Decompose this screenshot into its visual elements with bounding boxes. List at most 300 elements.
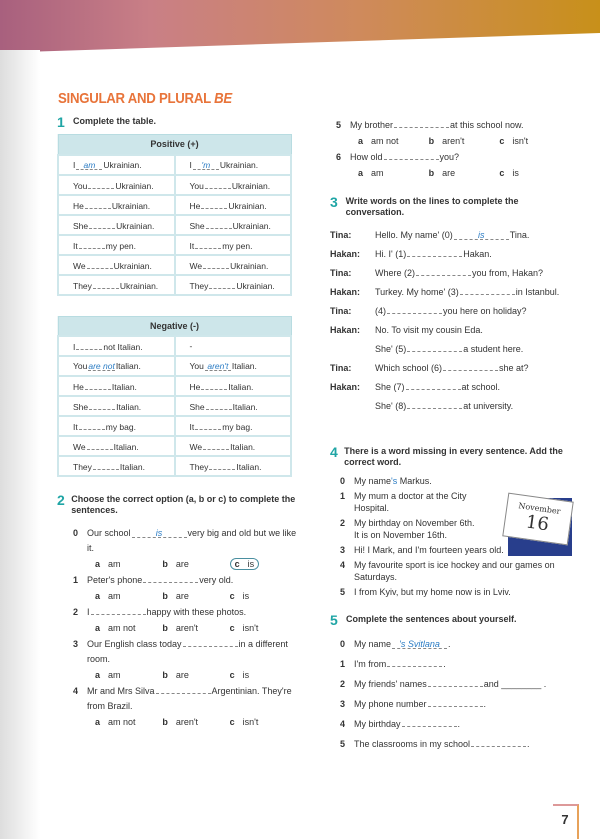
line-text [375,378,500,397]
answer-blank[interactable] [205,179,231,189]
answer-blank[interactable] [183,637,238,647]
option-content [499,168,519,178]
option-a[interactable] [95,714,162,731]
sentence-end: Ukrainian. [115,180,154,191]
answer-blank[interactable] [79,420,105,430]
option-letter: a [95,591,101,601]
option-letter: c [499,136,505,146]
speaker: Hakan: [330,287,361,297]
sentence-end: she at? [499,363,529,373]
answer-blank[interactable] [85,380,111,390]
option-a[interactable] [358,133,429,150]
section-title [58,90,232,107]
option-content [95,591,121,601]
answer-blank[interactable]: aren't [205,361,231,371]
line-text [375,321,483,340]
table-cell [58,376,175,396]
answer-blank[interactable] [387,657,442,667]
option-letter: b [162,717,168,727]
option-text: are [175,670,189,680]
answer-blank[interactable] [195,239,221,249]
option-b[interactable] [429,133,500,150]
option-c[interactable] [230,588,297,605]
sentence-start: Hi! I Mark, and I'm fourteen years old. [354,545,504,555]
options-row [336,165,570,182]
option-content [230,558,260,570]
sentence-start: Peter's phone [87,575,143,585]
sentence-start: She' (5) [375,344,407,354]
line-text [375,226,529,245]
line-text [375,340,523,359]
option-c[interactable] [499,165,570,182]
option-text: am [108,591,121,601]
conversation-line [330,302,570,321]
answer-blank[interactable] [428,677,483,687]
item-number: 1 [340,659,346,669]
exercise-instruction: Complete the sentences about yourself. [346,614,517,624]
sentence-start: No. To visit my cousin Eda. [375,325,483,335]
option-text: am [371,168,384,178]
option-b[interactable] [162,714,229,731]
sentence-text [354,714,460,734]
sentence-text [354,475,432,487]
sentence-text [354,734,530,754]
sentence-end: Italian. [230,442,256,452]
table-row [58,416,291,436]
sentence-end: very old. [199,575,234,585]
sentence-end: Ukrainian. [231,180,271,191]
option-text: is [242,591,250,601]
conversation-line [330,226,570,245]
sentence-text [354,517,480,541]
option-content [429,168,456,178]
answer-blank[interactable] [407,399,462,409]
sentence-text [354,654,446,674]
sentence-start: She [189,220,205,231]
table-cell [175,175,292,195]
answer-blank[interactable] [471,737,526,747]
question-text [87,637,297,667]
line-text [375,359,529,378]
line-text [375,397,513,416]
option-text: are [442,168,456,178]
table-row [58,436,291,456]
sentence-start: It [73,422,78,432]
line-text [375,264,543,283]
option-letter: a [358,168,364,178]
sentence-item [340,634,570,654]
table-row [58,255,291,275]
option-letter: a [95,559,101,569]
table-cell [175,275,292,295]
answer-blank[interactable] [407,247,462,257]
sentence-start: She' (8) [375,401,407,411]
answer-blank[interactable] [89,219,115,229]
title-text: SINGULAR AND PLURAL [58,90,215,107]
answer-blank[interactable] [387,304,442,314]
option-a[interactable] [95,588,162,605]
table-cell [58,195,175,215]
table-cell [58,456,175,476]
answer-blank[interactable] [206,400,232,410]
speaker [330,397,375,416]
sentence-end: Ukrainian. [111,200,151,211]
sentence-end: Ukrainian. [219,159,259,170]
sentence-text [354,544,504,556]
sentence-start: You [189,180,204,191]
speaker: Tina: [330,230,352,240]
answer-blank[interactable] [89,400,115,410]
answer-blank[interactable] [394,118,449,128]
answer-blank[interactable]: is [454,230,509,240]
sentence-start: Mr and Mrs Silva [87,686,155,696]
table-row [58,456,291,476]
speaker: Tina: [330,306,352,316]
question-text [87,573,233,588]
sentence-start: My birthday [354,719,401,729]
sentence-start: Turkey. My home' (3) [375,287,459,297]
table-row [58,235,291,255]
inserted-word: 's [391,476,398,486]
option-content [162,559,189,569]
sentence-start: My phone number [354,699,427,709]
negative-table [57,316,292,478]
sentence-end: you from, Hakan? [472,268,544,278]
sentence-start: They [73,462,92,472]
question-item [336,150,570,165]
speaker: Hakan: [330,249,361,259]
sentence-end: Italian. [228,382,254,392]
answer-blank[interactable] [93,460,119,470]
sentence-start: He [73,382,84,392]
answer-blank[interactable] [209,460,235,470]
option-content [429,136,465,146]
table-row [58,356,291,376]
item-number: 2 [73,607,79,617]
sentence-start: My mum a doctor at the City Hospital. [354,491,467,513]
table-cell [58,396,175,416]
option-content [95,623,136,633]
exercise-instruction: Complete the table. [73,116,157,126]
table-cell [58,215,175,235]
sentence-end: at this school now. [450,120,524,130]
answer-blank[interactable] [88,179,114,189]
options-row [73,620,297,637]
option-content [162,591,189,601]
option-content [162,623,198,633]
sentence-end: Markus. [397,476,432,486]
table-cell [175,456,292,476]
sentence-start: Our English class today [87,639,182,649]
sentence-end: Italian. [232,402,258,412]
item-number: 1 [340,491,346,501]
answer-blank[interactable] [384,150,439,160]
sentence-start: She [73,220,89,231]
sentence-end: Italian. [231,361,257,371]
item-number: 1 [73,575,79,585]
sentence-start: (4) [375,306,386,316]
answer-blank[interactable] [201,380,227,390]
conversation-line [330,378,570,397]
sentence-start: I'm from [354,659,387,669]
option-content [162,717,198,727]
sentence-end: Ukrainian. [232,220,271,231]
exercise-2 [57,494,297,731]
sentence-start: She [189,402,205,412]
option-b[interactable] [162,667,229,684]
sentence-end: you? [439,152,460,162]
option-text: is [512,168,519,178]
sentence-start: I [189,159,192,170]
exercise-number: 5 [330,612,338,628]
speaker [330,340,375,359]
speaker: Tina: [330,268,352,278]
sentence-end: Italian. [115,361,141,371]
sentence-start: Hi. I' (1) [375,249,407,259]
item-number: 3 [340,545,346,555]
answer-blank[interactable] [407,342,462,352]
option-c[interactable] [230,667,297,684]
sentence-start: It [189,422,195,432]
table-row [58,215,291,235]
table-cell [58,356,175,376]
item-number: 6 [336,152,342,162]
option-b[interactable] [162,556,229,573]
sentence-start: He [189,382,201,392]
question-item [73,637,297,667]
sentence-end: Italian. [116,402,142,412]
option-letter: c [229,623,235,633]
sentence-start: It [73,240,78,251]
conversation-line [330,397,570,416]
option-content [230,717,259,727]
question-item [73,573,297,588]
table-cell [175,255,292,275]
positive-table [57,134,292,296]
sentence-start: I [73,342,76,352]
answer-blank[interactable] [76,340,102,350]
option-b[interactable] [429,165,500,182]
sentence-start: My favourite sport is ice hockey and our games on Saturdays. [354,560,555,582]
sentence-start: My birthday on November 6th. It is on November 16th. [354,518,475,540]
item-number: 4 [340,560,346,570]
option-text: am [108,670,121,680]
answer-blank[interactable] [209,279,235,289]
answer-blank[interactable] [93,279,119,289]
option-content [358,168,384,178]
answer-blank[interactable] [143,573,198,583]
option-content [358,136,399,146]
option-a[interactable] [95,667,162,684]
sentence-end: . [527,739,530,749]
calendar-month: November [517,501,562,517]
answer-blank[interactable]: are not [88,361,115,371]
sentence-item [340,694,570,714]
sentence-item [340,475,480,487]
sentence-end: happy with these photos. [146,607,247,617]
option-letter: b [162,591,168,601]
answer-blank[interactable]: 'm [193,160,219,170]
answer-blank[interactable] [85,199,111,209]
sentence-end: in a different room. [87,639,288,664]
option-text: aren't [175,717,199,727]
item-number: 0 [73,528,79,538]
question-text [87,605,246,620]
speaker: Hakan: [330,382,361,392]
sentence-item [340,517,480,541]
sentence-item [340,674,570,694]
answer-blank[interactable] [460,285,515,295]
conversation-line [330,359,570,378]
option-letter: b [428,168,435,178]
sentence-start: It [189,240,195,251]
option-a[interactable] [358,165,429,182]
table-row [58,195,291,215]
sentence-start: I from Kyiv, but my home now is in Lviv. [354,587,511,597]
answer-blank[interactable] [406,380,461,390]
table-cell [175,215,292,235]
exercise-instruction: Write words on the lines to complete the conversation. [345,196,519,217]
sentence-start: You [73,180,88,191]
sentence-end: Italian. [113,442,139,452]
sentence-end: my pen. [105,240,136,251]
answer-blank[interactable] [443,361,498,371]
option-letter: b [162,670,168,680]
table-cell [58,275,175,295]
line-text [375,302,527,321]
answer-blank[interactable] [156,684,211,694]
exercise-number: 4 [330,444,338,460]
answer-blank[interactable] [402,717,457,727]
sentence-item [340,586,570,598]
option-content [230,670,250,680]
answer-blank[interactable] [203,259,229,269]
sentence-start: My name [354,476,392,486]
answer-blank[interactable] [428,697,483,707]
sentence-end: very big and old but we like it. [87,528,297,553]
item-number: 4 [73,686,79,696]
answer-blank[interactable] [195,420,221,430]
sentence-end: Ukrainian. [119,280,159,291]
option-letter: b [162,559,168,569]
sentence-start: They [189,280,209,291]
sentence-end: . [457,719,461,729]
table-row [58,275,291,295]
sentence-start: My name [354,639,392,649]
option-content [95,670,121,680]
option-c[interactable] [499,133,570,150]
answer-blank[interactable] [91,605,146,615]
option-b[interactable] [162,588,229,605]
header-banner [0,0,600,60]
sentence-text [354,694,486,714]
option-content [230,591,250,601]
sentence-text [354,490,480,514]
option-a[interactable] [95,556,162,573]
sentence-start: They [73,280,92,291]
table-cell [175,356,292,376]
option-c[interactable] [230,556,297,573]
answer-blank[interactable] [201,199,227,209]
item-number: 2 [340,518,346,528]
option-text: is [242,670,250,680]
sentence-start: Which school (6) [375,363,443,373]
item-number: 3 [73,639,79,649]
option-content [95,559,121,569]
sentence-start: She [73,402,89,412]
sentence-end: Ukrainian. [103,159,142,170]
sentence-text [354,674,546,694]
sentence-end: my bag. [222,422,253,432]
option-b[interactable] [162,620,229,637]
options-row [73,667,297,684]
table-cell [58,235,175,255]
table-cell [58,155,175,175]
answer-blank[interactable]: 's Svitlana [392,639,447,649]
conversation-line [330,264,570,283]
sentence-end: . [448,639,451,649]
sentence-end: at university. [463,401,514,411]
answer-blank[interactable] [203,440,229,450]
item-number: 3 [340,699,346,709]
answer-blank[interactable] [416,266,471,276]
item-number: 5 [340,739,346,749]
option-a[interactable] [95,620,162,637]
option-text: am not [371,136,399,146]
table-cell [58,416,175,436]
answer-blank[interactable] [79,239,105,249]
option-content [499,136,528,146]
answer-blank[interactable] [87,440,113,450]
sentence-end: a student here. [463,344,524,354]
table-row [58,155,291,175]
sentence-end: Italian. [111,382,137,392]
table-cell [175,235,292,255]
sentence-end: you here on holiday? [443,306,527,316]
option-c[interactable] [230,714,297,731]
sentence-text [354,634,451,654]
option-c[interactable] [230,620,297,637]
line-text [375,283,559,302]
answer-blank[interactable] [206,219,232,229]
sentence-start: She (7) [375,382,405,392]
option-text: isn't [242,623,259,633]
table-header: Negative (-) [58,316,291,336]
exercise-5 [330,614,570,754]
answer-blank[interactable] [87,259,113,269]
sentence-start: My brother [350,120,394,130]
question-text [87,526,297,556]
options-row [336,133,570,150]
answer-blank[interactable]: am [76,160,102,170]
option-letter: a [95,717,101,727]
conversation-line [330,283,570,302]
option-text: aren't [442,136,465,146]
sentence-start: He [189,200,201,211]
option-text: aren't [175,623,199,633]
answer-blank[interactable]: is [132,528,187,538]
option-letter: b [162,623,168,633]
sentence-text [354,559,570,583]
sentence-end: in Istanbul. [515,287,560,297]
table-cell [58,175,175,195]
table-cell [58,336,175,356]
speaker: Tina: [330,363,352,373]
page-number: 7 [553,804,579,839]
item-number: 5 [340,587,346,597]
option-letter: c [499,168,505,178]
exercise-number: 2 [57,492,65,508]
